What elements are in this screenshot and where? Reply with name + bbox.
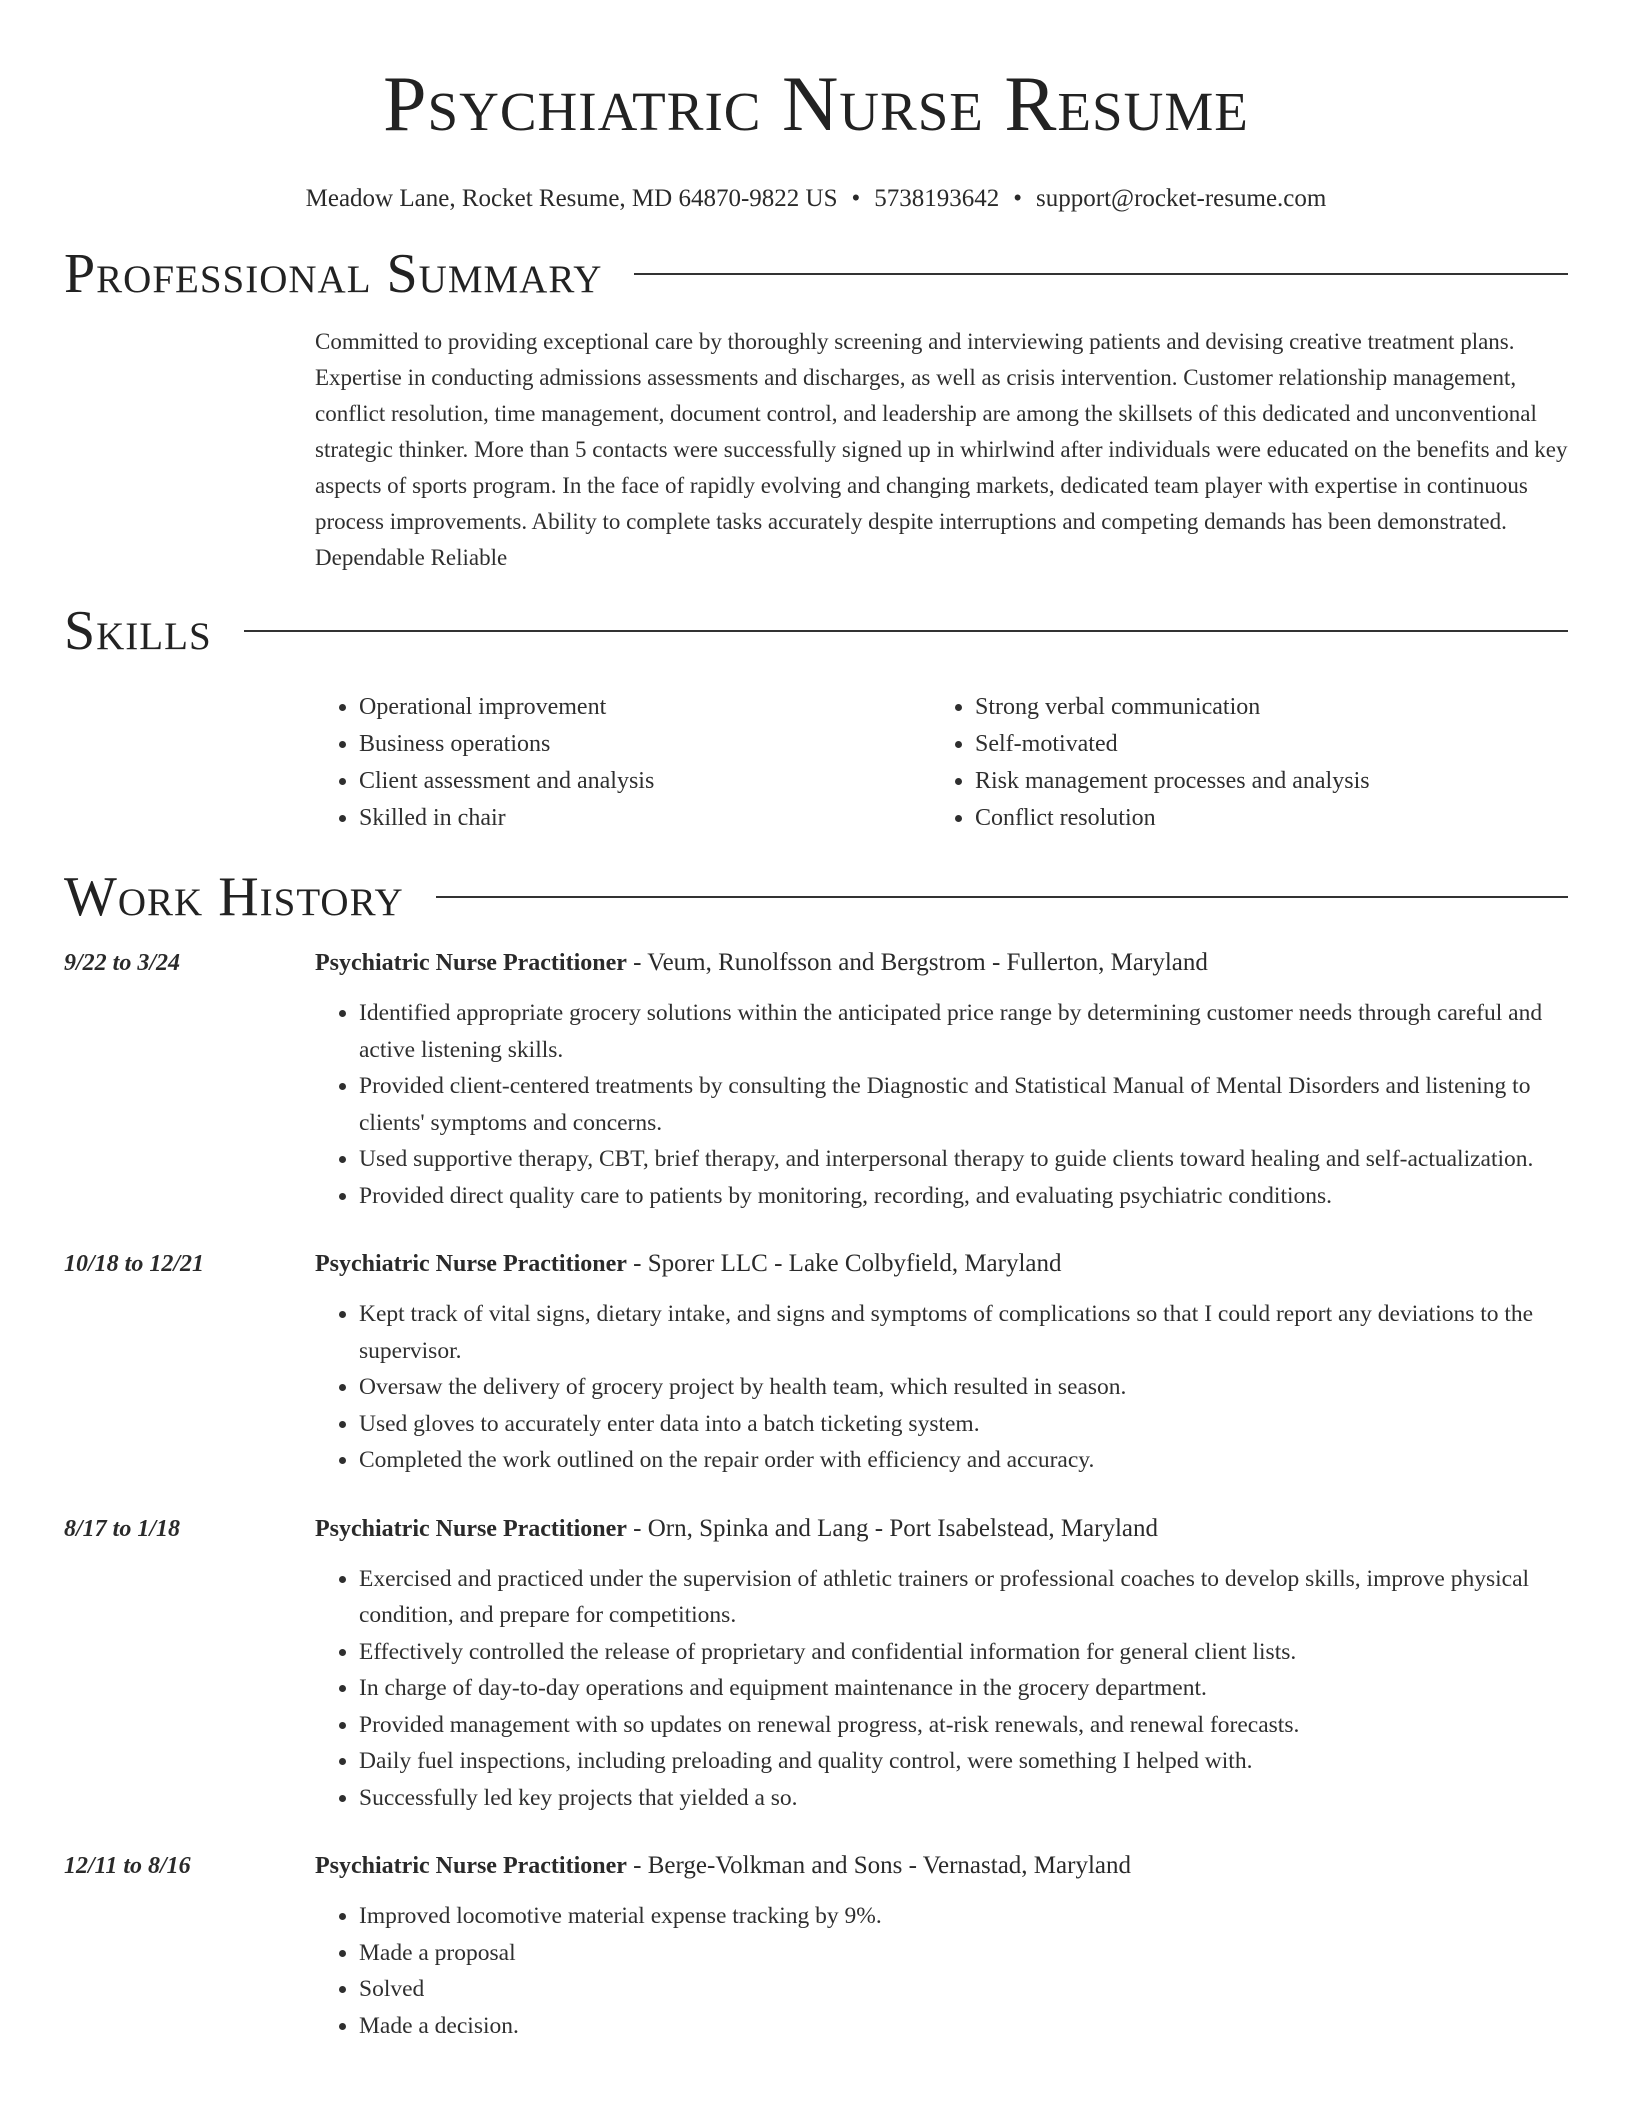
skill-item: • Strong verbal communication <box>975 689 1547 726</box>
job-bullet: • Provided management with so updates on renewal progress, at-risk renewals, and renewal forecasts. <box>359 1707 1568 1744</box>
job-body <box>315 1511 1568 1817</box>
job-bullet: • Successfully led key projects that yielded a so. <box>359 1780 1568 1817</box>
skill-item: • Conflict resolution <box>975 800 1547 837</box>
separator-dot: • <box>1013 185 1023 212</box>
job-bullet: • Used gloves to accurately enter data into a batch ticketing system. <box>359 1406 1568 1443</box>
job-bullet: • Improved locomotive material expense tracking by 9%. <box>359 1898 1568 1935</box>
job-employer: - Sporer LLC - Lake Colbyfield, Maryland <box>626 1250 1062 1277</box>
section-divider <box>436 896 1568 898</box>
skills-heading: Skills <box>64 600 212 662</box>
job-entry <box>64 1848 1568 2044</box>
job-body <box>315 1246 1568 1479</box>
skills-section-header <box>64 599 1568 663</box>
skill-item: • Operational improvement <box>359 689 931 726</box>
separator-dot: • <box>851 185 861 212</box>
job-bullets <box>315 995 1568 1214</box>
job-bullet: • Daily fuel inspections, including preloading and quality control, were something I helped with. <box>359 1743 1568 1780</box>
job-bullet: • Completed the work outlined on the repair order with efficiency and accuracy. <box>359 1442 1568 1479</box>
job-date: 8/17 to 1/18 <box>64 1515 181 1542</box>
contact-email: support@rocket-resume.com <box>1036 185 1327 212</box>
job-bullets <box>315 1898 1568 2044</box>
job-employer: - Berge-Volkman and Sons - Vernastad, Maryland <box>626 1852 1131 1879</box>
job-date: 9/22 to 3/24 <box>64 950 181 976</box>
skill-item: • Self-motivated <box>975 726 1547 763</box>
job-bullets <box>315 1296 1568 1479</box>
summary-section-header <box>64 242 1568 306</box>
job-title-line <box>315 1246 1568 1282</box>
job-bullet: • In charge of day-to-day operations and equipment maintenance in the grocery department. <box>359 1670 1568 1707</box>
job-bullets <box>315 1561 1568 1817</box>
skills-list <box>315 689 1568 837</box>
job-title-line <box>315 1848 1568 1884</box>
contact-address: Meadow Lane, Rocket Resume, MD 64870-9822 US <box>305 185 838 212</box>
job-bullet: • Made a decision. <box>359 2008 1568 2045</box>
section-divider <box>634 273 1568 275</box>
work-section-header <box>64 865 1568 929</box>
job-entry <box>64 945 1568 1214</box>
job-bullet: • Oversaw the delivery of grocery project by health team, which resulted in season. <box>359 1369 1568 1406</box>
job-employer: - Orn, Spinka and Lang - Port Isabelstead, Maryland <box>626 1514 1159 1542</box>
job-bullet: • Kept track of vital signs, dietary intake, and signs and symptoms of complications so that I could report any deviations to the supervisor. <box>359 1296 1568 1369</box>
job-body <box>315 945 1568 1214</box>
job-bullet: • Provided direct quality care to patients by monitoring, recording, and evaluating psychiatric conditions. <box>359 1178 1568 1215</box>
job-bullet: • Provided client-centered treatments by consulting the Diagnostic and Statistical Manual of Mental Disorders and listening to clients' symptoms and concerns. <box>359 1068 1568 1141</box>
job-bullet: • Solved <box>359 1971 1568 2008</box>
job-role: Psychiatric Nurse Practitioner <box>315 1853 627 1879</box>
resume-page <box>64 0 1568 2044</box>
job-bullet: • Exercised and practiced under the supervision of athletic trainers or professional coaches to develop skills, improve physical condition, and prepare for competitions. <box>359 1561 1568 1634</box>
skills-column-left <box>315 689 931 837</box>
job-date: 10/18 to 12/21 <box>64 1251 205 1277</box>
resume-title: Psychiatric Nurse Resume <box>383 60 1249 147</box>
job-bullet: • Made a proposal <box>359 1935 1568 1972</box>
job-entry <box>64 1511 1568 1817</box>
job-bullet: • Effectively controlled the release of proprietary and confidential information for general client lists. <box>359 1634 1568 1671</box>
summary-text: Committed to providing exceptional care by thoroughly screening and interviewing patients and devising creative treatment plans. Expertise in conducting admissions assessments and discharges, as well as crisis intervention. Customer relationship management, conflict resolution, time management, document control, and leadership are among the skillsets of this dedicated and unconventional strategic thinker. More than 5 contacts were successfully signed up in whirlwind after individuals were educated on the benefits and key aspects of sports program. In the face of rapidly evolving and changing markets, dedicated team player with expertise in continuous process improvements. Ability to complete tasks accurately despite interruptions and competing demands has been demonstrated. Dependable Reliable <box>315 329 1568 570</box>
job-body <box>315 1848 1568 2044</box>
summary-heading: Professional Summary <box>64 243 603 305</box>
job-role: Psychiatric Nurse Practitioner <box>315 1515 627 1542</box>
skill-item: • Risk management processes and analysis <box>975 763 1547 800</box>
job-bullet: • Identified appropriate grocery solutions within the anticipated price range by determining customer needs through careful and active listening skills. <box>359 995 1568 1068</box>
contact-line <box>64 184 1568 214</box>
work-heading: Work History <box>64 866 404 928</box>
job-bullet: • Used supportive therapy, CBT, brief therapy, and interpersonal therapy to guide clients toward healing and self-actualization. <box>359 1141 1568 1178</box>
skill-item: • Business operations <box>359 726 931 763</box>
job-entry <box>64 1246 1568 1479</box>
skills-column-right <box>931 689 1547 837</box>
job-role: Psychiatric Nurse Practitioner <box>315 1251 627 1277</box>
section-divider <box>244 630 1568 632</box>
job-date: 12/11 to 8/16 <box>64 1853 191 1879</box>
skill-item: • Skilled in chair <box>359 800 931 837</box>
job-employer: - Veum, Runolfsson and Bergstrom - Fullerton, Maryland <box>626 949 1208 976</box>
job-title-line <box>315 945 1568 981</box>
job-role: Psychiatric Nurse Practitioner <box>315 950 627 976</box>
skill-item: • Client assessment and analysis <box>359 763 931 800</box>
contact-phone: 5738193642 <box>874 185 1000 212</box>
job-title-line <box>315 1511 1568 1547</box>
